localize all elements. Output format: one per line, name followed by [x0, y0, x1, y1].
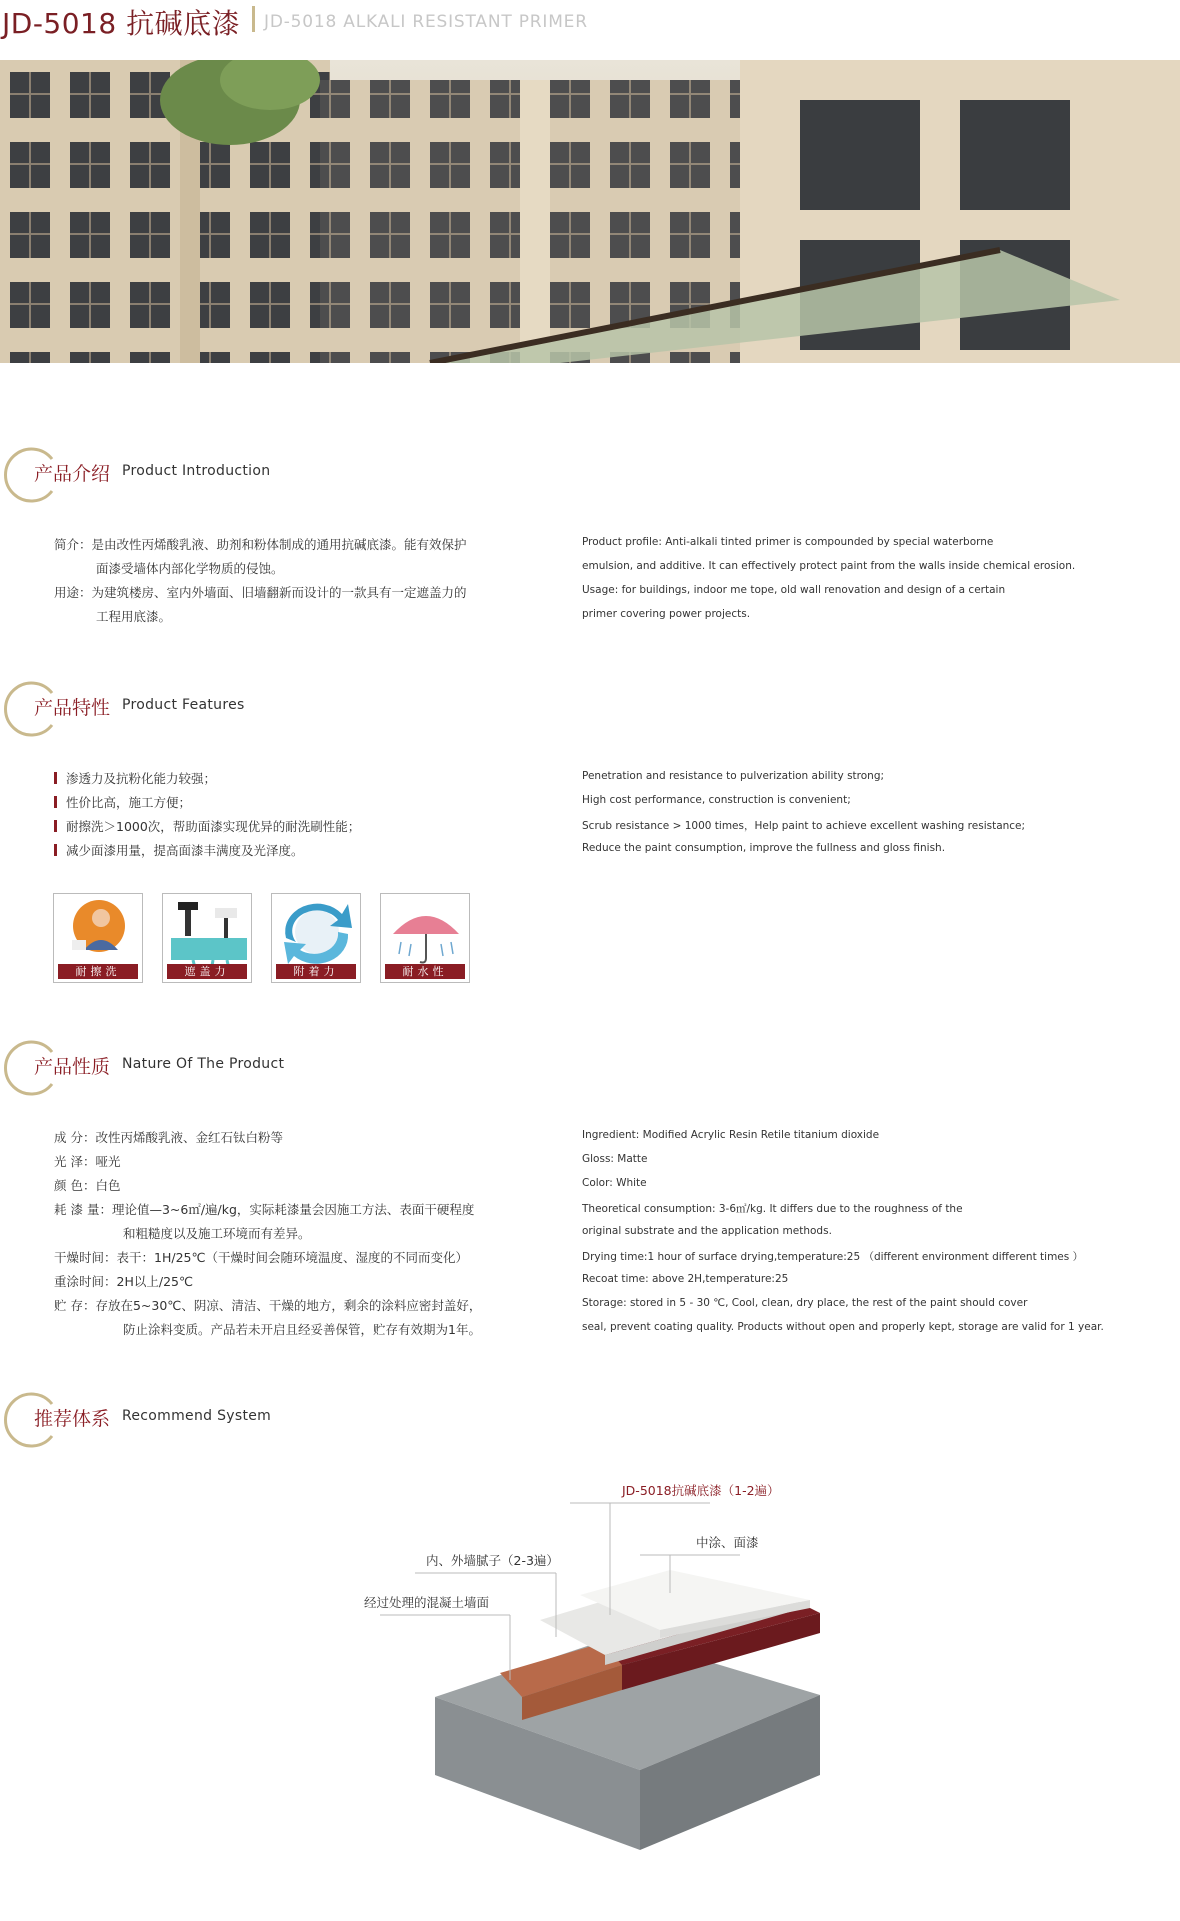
feature-en-line: Penetration and resistance to pulverization ability strong;: [582, 770, 885, 782]
nature-en-line: Color: White: [582, 1177, 647, 1189]
coating-layer-diagram: [340, 1475, 860, 1855]
intro-en-line: Usage: for buildings, indoor me tope, old wall renovation and design of a certain: [582, 584, 1006, 596]
bullet-bar: [54, 820, 57, 832]
product-title: JD-5018 抗碱底漆: [2, 7, 241, 40]
label-concrete: 经过处理的混凝土墙面: [364, 1595, 490, 1610]
intro-zh-line: 工程用底漆。: [96, 609, 172, 624]
nature-en-line: Recoat time: above 2H,temperature:25: [582, 1273, 789, 1285]
nature-zh-line: 颜 色：白色: [54, 1178, 121, 1193]
section-title-zh: 产品特性: [34, 697, 111, 719]
feature-card-scrub: [53, 893, 143, 983]
intro-zh-line: 面漆受墙体内部化学物质的侵蚀。: [96, 561, 284, 576]
section-title-en: Recommend System: [122, 1408, 272, 1424]
feature-label: 耐水性: [385, 964, 465, 979]
intro-zh-line: 用途：为建筑楼房、室内外墙面、旧墙翻新而设计的一款具有一定遮盖力的: [54, 585, 467, 600]
intro-en-line: Product profile: Anti-alkali tinted primer is compounded by special waterborne: [582, 536, 994, 548]
section-title-intro: [0, 445, 600, 505]
bullet-bar: [54, 772, 57, 784]
nature-en-line: Theoretical consumption: 3-6㎡/kg. It differs due to the roughness of the: [582, 1203, 963, 1215]
label-topcoat: 中涂、面漆: [696, 1535, 759, 1550]
product-title-en: JD-5018 ALKALI RESISTANT PRIMER: [264, 12, 588, 32]
section-title-nature: [0, 1038, 600, 1098]
nature-zh-line: 光 泽：哑光: [54, 1154, 121, 1169]
section-title-features: [0, 679, 600, 739]
section-title-en: Product Introduction: [122, 463, 271, 479]
nature-zh-line: 成 分：改性丙烯酸乳液、金红石钛白粉等: [54, 1130, 283, 1145]
nature-en-line: Ingredient: Modified Acrylic Resin Retile titanium dioxide: [582, 1129, 880, 1141]
feature-card-adhesion: [271, 893, 361, 983]
bullet-bar: [54, 844, 57, 856]
nature-en-line: Drying time:1 hour of surface drying,temperature:25 （different environment different times ）: [582, 1251, 1084, 1263]
bullet-bar: [54, 796, 57, 808]
feature-label: 遮盖力: [167, 964, 247, 979]
nature-zh-line: 防止涂料变质。产品若未开启且经妥善保管，贮存有效期为1年。: [123, 1322, 481, 1337]
section-title-zh: 推荐体系: [34, 1408, 111, 1430]
nature-zh-line: 和粗糙度以及施工环境而有差异。: [123, 1226, 311, 1241]
nature-en-line: Gloss: Matte: [582, 1153, 648, 1165]
feature-zh-line: 减少面漆用量，提高面漆丰满度及光泽度。: [66, 843, 304, 858]
nature-en-line: Storage: stored in 5 - 30 ℃, Cool, clean, dry place, the rest of the paint should cover: [582, 1297, 1028, 1309]
section-title-system: [0, 1390, 600, 1450]
label-putty: 内、外墙腻子（2-3遍）: [426, 1553, 559, 1568]
nature-zh-line: 贮 存：存放在5~30℃、阴凉、清洁、干燥的地方，剩余的涂料应密封盖好，: [54, 1298, 482, 1313]
nature-zh-line: 耗 漆 量：理论值—3~6㎡/遍/kg，实际耗漆量会因施工方法、表面干硬程度: [54, 1202, 475, 1217]
feature-card-cover: [162, 893, 252, 983]
intro-zh-line: 简介：是由改性丙烯酸乳液、助剂和粉体制成的通用抗碱底漆。能有效保护: [54, 537, 467, 552]
feature-en-line: High cost performance, construction is convenient;: [582, 794, 851, 806]
intro-en-line: emulsion, and additive. It can effectively protect paint from the walls inside chemical erosion.: [582, 560, 1076, 572]
label-primer: JD-5018抗碱底漆（1-2遍）: [622, 1483, 780, 1498]
feature-zh-line: 耐擦洗＞1000次，帮助面漆实现优异的耐洗刷性能；: [66, 819, 361, 834]
title-divider: [252, 6, 255, 32]
feature-label: 附着力: [276, 964, 356, 979]
section-title-en: Nature Of The Product: [122, 1056, 285, 1072]
page-header: [0, 0, 1180, 50]
building-facade-photo: [0, 60, 1180, 363]
feature-zh-line: 渗透力及抗粉化能力较强；: [66, 771, 217, 786]
section-title-zh: 产品介绍: [34, 463, 111, 485]
nature-zh-line: 重涂时间：2H以上/25℃: [54, 1274, 194, 1289]
feature-zh-line: 性价比高，施工方便；: [66, 795, 192, 810]
feature-en-line: Reduce the paint consumption, improve the fullness and gloss finish.: [582, 842, 946, 854]
feature-card-water: [380, 893, 470, 983]
feature-en-line: Scrub resistance > 1000 times，Help paint to achieve excellent washing resistance;: [582, 820, 1026, 832]
feature-label: 耐擦洗: [58, 964, 138, 979]
nature-en-line: original substrate and the application methods.: [582, 1225, 832, 1237]
section-title-en: Product Features: [122, 697, 245, 713]
nature-zh-line: 干燥时间：表干：1H/25℃（干燥时间会随环境温度、湿度的不同而变化）: [54, 1250, 469, 1265]
section-title-zh: 产品性质: [34, 1056, 111, 1078]
intro-en-line: primer covering power projects.: [582, 608, 751, 620]
nature-en-line: seal, prevent coating quality. Products without open and properly kept, storage are valid for 1 year.: [582, 1321, 1104, 1333]
